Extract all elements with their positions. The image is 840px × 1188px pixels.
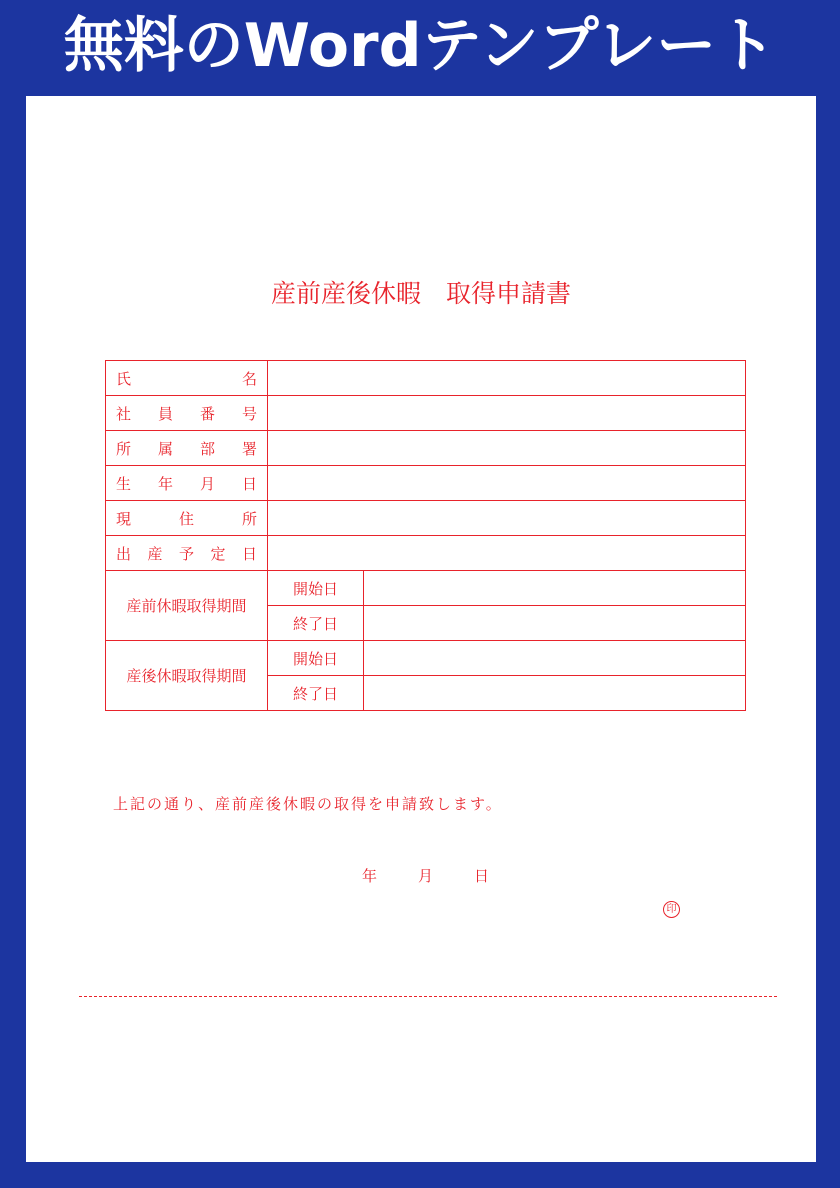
- form-row-prenatal-start: [106, 571, 746, 606]
- postnatal-start-label: 開始日: [268, 641, 364, 676]
- prenatal-start-label: 開始日: [268, 571, 364, 606]
- name-field[interactable]: [268, 361, 746, 396]
- date-line: [362, 865, 489, 886]
- day-label: 日: [474, 867, 490, 885]
- form-row-address: [106, 501, 746, 536]
- form-row-employee-number: [106, 396, 746, 431]
- form-row-postnatal-start: [106, 641, 746, 676]
- document-sheet: [26, 96, 816, 1162]
- row-label: 氏 名: [106, 361, 268, 396]
- employee-number-field[interactable]: [268, 396, 746, 431]
- seal-mark-icon: 印: [663, 901, 680, 918]
- postnatal-end-field[interactable]: [364, 676, 746, 711]
- application-statement: 上記の通り、産前産後休暇の取得を申請致します。: [113, 795, 503, 813]
- address-field[interactable]: [268, 501, 746, 536]
- row-label: 生 年 月 日: [106, 466, 268, 501]
- month-label: 月: [418, 867, 434, 885]
- prenatal-start-field[interactable]: [364, 571, 746, 606]
- banner: [0, 0, 840, 96]
- form-row-due-date: [106, 536, 746, 571]
- form-row-department: [106, 431, 746, 466]
- row-label: 社 員 番 号: [106, 396, 268, 431]
- form-row-name: [106, 361, 746, 396]
- postnatal-end-label: 終了日: [268, 676, 364, 711]
- postnatal-leave-label: 産後休暇取得期間: [106, 641, 268, 711]
- row-label: 所 属 部 署: [106, 431, 268, 466]
- prenatal-end-field[interactable]: [364, 606, 746, 641]
- year-label: 年: [362, 867, 378, 885]
- form-row-birthdate: [106, 466, 746, 501]
- application-form-table: [105, 360, 746, 711]
- prenatal-end-label: 終了日: [268, 606, 364, 641]
- department-field[interactable]: [268, 431, 746, 466]
- due-date-field[interactable]: [268, 536, 746, 571]
- birthdate-field[interactable]: [268, 466, 746, 501]
- cut-line-divider: [79, 996, 777, 997]
- document-title: 産前産後休暇 取得申請書: [270, 279, 571, 308]
- row-label: 現 住 所: [106, 501, 268, 536]
- postnatal-start-field[interactable]: [364, 641, 746, 676]
- row-label: 出 産 予 定 日: [106, 536, 268, 571]
- banner-title: 無料のWordテンプレート: [63, 11, 777, 81]
- prenatal-leave-label: 産前休暇取得期間: [106, 571, 268, 641]
